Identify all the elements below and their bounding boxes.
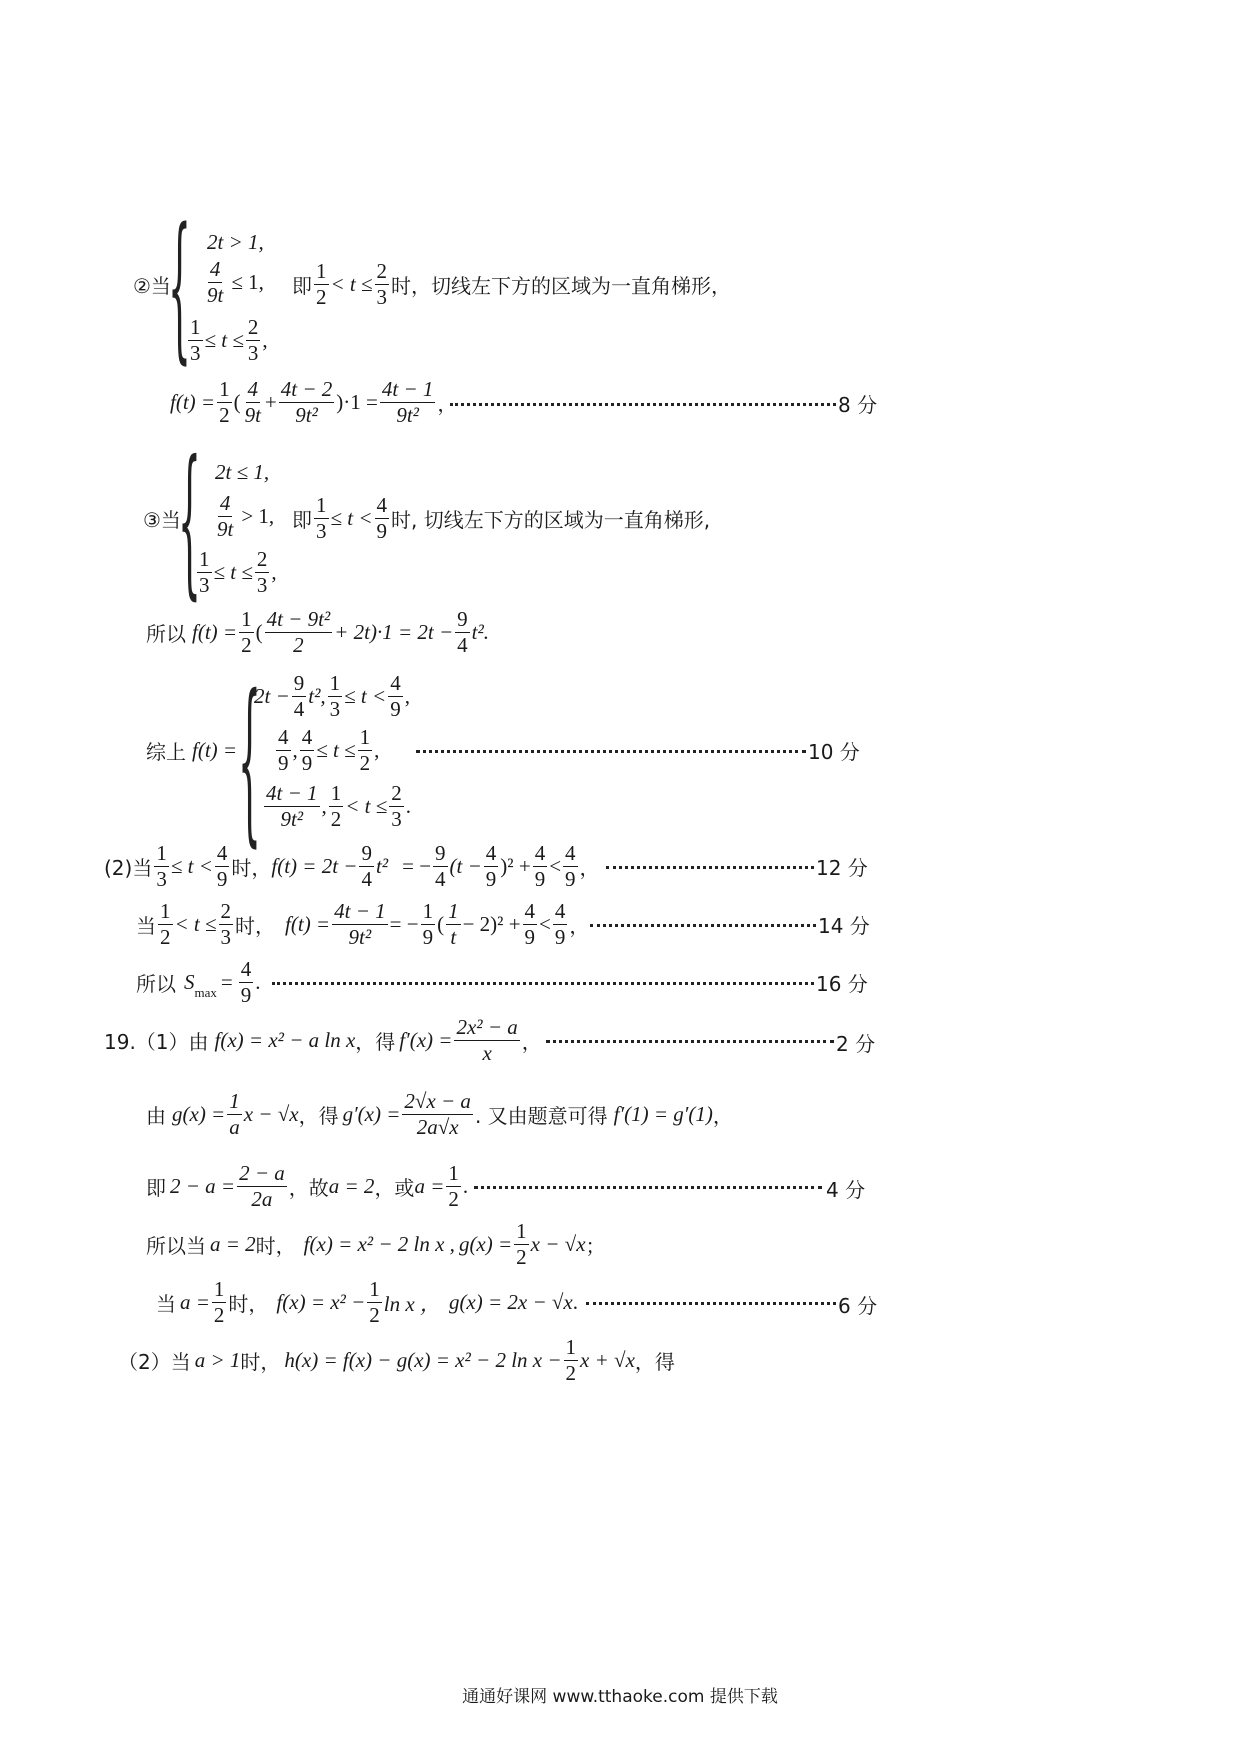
- leader-dots-16: [272, 982, 814, 985]
- formula-8: f(t) = $\frac{1}{2}$ ( $\frac{4}{9t}$ + $\frac{4t - 2}{\text{9t²}}$ )·1 = $\frac{4t - 1}{\text{9t²}}$ ，: [170, 377, 458, 428]
- score-10: 10 分: [808, 740, 860, 764]
- part2-line2: 当 $\frac{1}{2}$ < t ≤ $\frac{2}{3}$ 时， f(t) = $\frac{4t - 1}{\text{9t²}}$ = − $\frac{1}{9}$ ( $\frac{1}{t}$ − 2)² + $\frac{4}{9}$ < $\frac{4}{9}$ ，: [136, 899, 590, 950]
- leader-dots-10: [416, 750, 806, 753]
- score-14: 14 分: [818, 914, 870, 938]
- score-4: 4 分: [826, 1178, 866, 1202]
- q19-line5: 当 a = $\frac{1}{2}$ 时， f(x) = x² − $\frac{1}{2}$ ln x ， g(x) = 2x − √x .: [156, 1277, 579, 1328]
- q19-line2: 由 g(x) = $\frac{1}{a}$ x − √x ，得 g′(x) = $\frac{2√x - a}{2a√x}$ . 又由题意可得 f′(1) = g′(1) ，: [146, 1089, 733, 1140]
- case3-cond2: $\frac{4}{9t}$ > 1,: [217, 491, 275, 542]
- case3-cond3: $\frac{1}{3}$ ≤ t ≤ $\frac{2}{3}$ ,: [199, 547, 277, 598]
- case2-cond2: $\frac{4}{9t}$ ≤ 1,: [207, 257, 264, 308]
- leader-dots-4: [474, 1186, 822, 1189]
- case2-brace: {: [168, 200, 191, 381]
- case2-cond3: $\frac{1}{3}$ ≤ t ≤ $\frac{2}{3}$ ,: [190, 315, 268, 366]
- score-12: 12 分: [816, 856, 868, 880]
- score-16: 16 分: [816, 972, 868, 996]
- summary-row3: $\frac{4t - 1}{\text{9t²}}$ , $\frac{1}{2}$ < t ≤ $\frac{2}{3}$ .: [266, 781, 412, 832]
- case3-brace: {: [178, 432, 201, 617]
- q19-line1: 19.（1）由 f(x) = x² − a ln x ，得 f′(x) = $\frac{\text{2x² − a}}{x}$ ，: [104, 1015, 542, 1066]
- q19-line3: 即 2 − a = $\frac{2 - a}{2a}$ ，故 a = 2 ，或 a = $\frac{1}{2}$ .: [146, 1161, 469, 1212]
- case2-label: ②当: [133, 274, 171, 298]
- formula-case3: 所以 f(t) = $\frac{1}{2}$ ( $\frac{\text{4t − 9t²}}{2}$ + 2t)·1 = 2t − $\frac{9}{4}$ t².: [146, 607, 490, 658]
- score-8: 8 分: [838, 393, 878, 417]
- summary-row1: 2t − $\frac{9}{4}$ t², $\frac{1}{3}$ ≤ t < $\frac{4}{9}$ ,: [254, 671, 410, 722]
- leader-dots-2: [546, 1040, 834, 1043]
- q19-line4: 所以当 a = 2 时， f(x) = x² − 2 ln x , g(x) = $\frac{1}{2}$ x − √x ；: [146, 1219, 606, 1270]
- q19-line6: （2）当 a > 1 时， h(x) = f(x) − g(x) = x² − 2 ln x − $\frac{1}{2}$ x + √x ，得: [118, 1335, 675, 1386]
- summary-lhs: 综上 f(t) =: [146, 738, 238, 764]
- leader-dots-12: [606, 866, 814, 869]
- leader-dots-8: [450, 403, 836, 406]
- case3-label: ③当: [143, 508, 181, 532]
- smax-line: 所以 S $_{max}$ = $\frac{4}{9}$ .: [136, 957, 261, 1008]
- score-6: 6 分: [838, 1294, 878, 1318]
- leader-dots-6: [586, 1302, 836, 1305]
- summary-brace: {: [238, 664, 261, 865]
- footer-source: 通通好课网 www.tthaoke.com 提供下载: [462, 1687, 778, 1707]
- summary-row2: $\frac{4}{9}$ , $\frac{4}{9}$ ≤ t ≤ $\frac{1}{2}$ ,: [278, 725, 380, 776]
- case3-cond1: 2t ≤ 1,: [215, 460, 270, 484]
- case2-range: 即 $\frac{1}{2}$ < t ≤ $\frac{2}{3}$ 时，切线左下方的区域为一直角梯形，: [292, 259, 732, 310]
- score-2: 2 分: [836, 1032, 876, 1056]
- case2-cond1: 2t > 1,: [207, 230, 264, 254]
- leader-dots-14: [590, 924, 816, 927]
- case3-range: 即 $\frac{1}{3}$ ≤ t < $\frac{4}{9}$ 时, 切线左下方的区域为一直角梯形,: [292, 493, 711, 544]
- part2-line1: (2)当 $\frac{1}{3}$ ≤ t < $\frac{4}{9}$ 时， f(t) = 2t − $\frac{9}{4}$ t² = − $\frac{9}{4}$ (t − $\frac{4}{9}$ )² + $\frac{4}{9}$ < $\frac{4}{9}$ ，: [104, 841, 600, 892]
